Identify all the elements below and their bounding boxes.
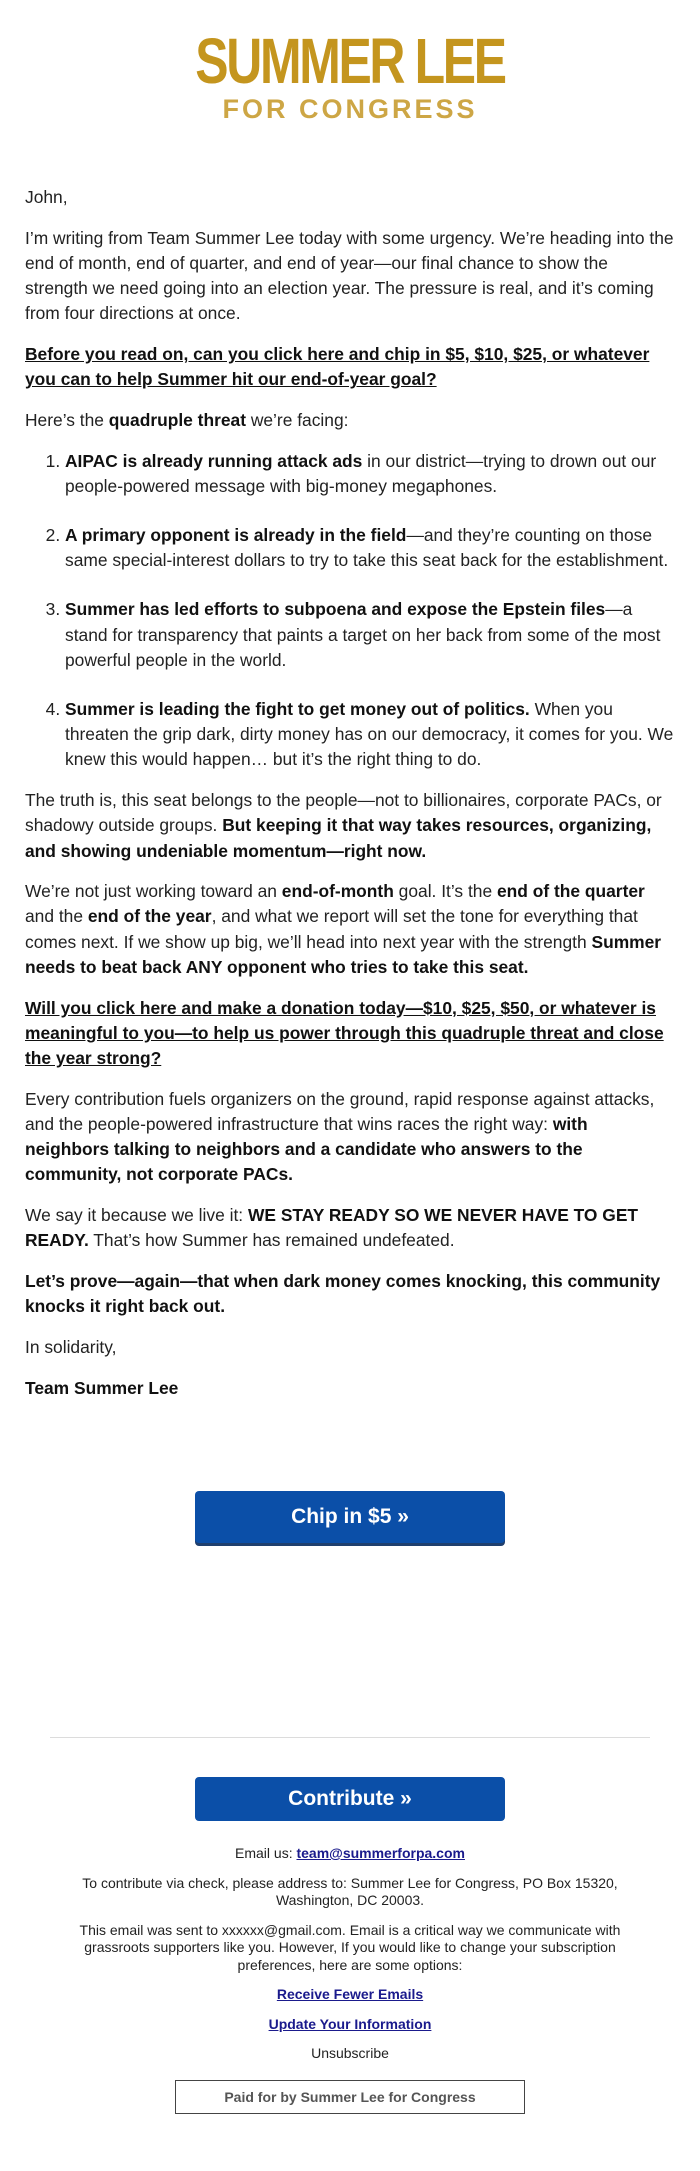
footer-check-text: To contribute via check, please address to: Summer Lee for Congress, PO Box 15320, Washington, DC 20003. <box>82 1874 618 1908</box>
chip-in-button[interactable]: Chip in $5 » <box>195 1491 505 1543</box>
intro-paragraph: I’m writing from Team Summer Lee today with some urgency. We’re heading into the end of month, end of quarter, and end of year—our final chance to show the strength we need going into an election year. The pressure is real, and it’s coming from four directions at once. <box>25 227 674 324</box>
closing: In solidarity, <box>25 1336 117 1357</box>
divider <box>50 1737 650 1738</box>
email-body <box>25 185 675 1416</box>
threat-text: in our district—trying to drown out our people-powered message with big-money megaphones. <box>65 450 657 496</box>
threat-text: When you threaten the grip dark, dirty money has on our democracy, it comes for you. We knew this would happen… but it’s the right thing to do. <box>65 699 674 770</box>
goal-text-a: We’re not just working toward an <box>25 881 282 902</box>
footer-update-info <box>60 2016 640 2034</box>
list-item <box>65 697 675 773</box>
footer-unsubscribe[interactable]: Unsubscribe <box>311 2045 389 2061</box>
threat-bold: AIPAC is already running attack ads <box>65 450 363 471</box>
threat-bold: Summer has led efforts to subpoena and expose the Epstein files <box>65 599 606 620</box>
ready-paragraph <box>25 1203 675 1253</box>
threat-bold: Summer is leading the fight to get money out of politics. <box>65 699 530 720</box>
footer-fewer-emails <box>60 1986 640 2004</box>
threat-text: —and they’re counting on those same special-interest dollars to try to take this seat back for the establishment. <box>65 525 669 571</box>
goal-text-g: , and what we report will set the tone for everything that comes next. If we show up big, we’ll head into next year with the strength <box>25 906 638 952</box>
ready-text-a: We say it because we live it: <box>25 1205 248 1225</box>
truth-bold: But keeping it that way takes resources, organizing, and showing undeniable momentum—right now. <box>25 815 652 861</box>
goal-bold-h: Summer needs to beat back ANY opponent who tries to take this seat. <box>25 931 662 977</box>
donate-link-2[interactable]: Will you click here and make a donation today—$10, $25, $50, or whatever is meaningful to you—to help us power through this quadruple threat and close the year strong? <box>25 997 664 1068</box>
logo-summer-lee: SUMMER LEE <box>195 25 505 97</box>
prove-paragraph <box>25 1269 675 1319</box>
logo <box>0 25 700 124</box>
contrib-bold: with neighbors talking to neighbors and a candidate who answers to the community, not corporate PACs. <box>25 1113 588 1185</box>
donate-link-1[interactable]: Before you read on, can you click here and chip in $5, $10, $25, or whatever you can to help Summer hit our end-of-year goal? <box>25 344 650 390</box>
goal-text-e: and the <box>25 906 88 927</box>
threat-bold: A primary opponent is already in the field <box>65 525 407 546</box>
logo-for-congress: FOR CONGRESS <box>222 94 478 124</box>
greeting: John, <box>25 187 68 207</box>
goal-bold-f: end of the year <box>87 906 212 927</box>
update-info-link[interactable]: Update Your Information <box>268 2015 432 2032</box>
signature <box>25 1376 675 1401</box>
threat-intro-text-end: we’re facing: <box>246 409 349 430</box>
ready-text-c: That’s how Summer has remained undefeated. <box>88 1230 455 1251</box>
footer-email-label: Email us: <box>235 1845 297 1861</box>
footer-email-link[interactable]: team@summerforpa.com <box>296 1845 465 1861</box>
contribute-button[interactable]: Contribute » <box>195 1777 505 1821</box>
contrib-text: Every contribution fuels organizers on the ground, rapid response against attacks, and the people-powered infrastructure that wins races the right way: <box>25 1088 655 1134</box>
threat-intro-bold: quadruple threat <box>108 409 246 430</box>
fewer-emails-link[interactable]: Receive Fewer Emails <box>276 1986 424 2002</box>
goal-bold-b: end-of-month <box>281 881 394 902</box>
threat-text: —a stand for transparency that paints a target on her back from some of the most powerful people in the world. <box>65 599 661 670</box>
threat-list <box>25 449 675 773</box>
threat-intro <box>25 408 675 433</box>
footer-email-line <box>60 1845 640 1863</box>
goal-text-c: goal. It’s the <box>393 881 497 902</box>
truth-paragraph <box>25 788 675 864</box>
list-item <box>65 449 675 499</box>
truth-text: The truth is, this seat belongs to the people—not to billionaires, corporate PACs, or shadowy outside groups. <box>25 790 662 836</box>
threat-intro-text: Here’s the <box>25 409 109 430</box>
signature-name: Team Summer Lee <box>25 1377 179 1398</box>
footer <box>60 1845 640 2075</box>
ask-paragraph-2 <box>25 996 675 1072</box>
goal-paragraph <box>25 879 675 980</box>
ask-paragraph-1 <box>25 342 675 392</box>
list-item <box>65 597 675 673</box>
footer-sent-text: This email was sent to xxxxxx@gmail.com. Email is a critical way we communicate with grassroots supporters like you. However, If you would like to change your subscription preferences, here are some options: <box>79 1921 621 1973</box>
ready-bold: WE STAY READY SO WE NEVER HAVE TO GET READY. <box>25 1205 639 1251</box>
goal-bold-d: end of the quarter <box>496 881 645 902</box>
prove-bold: Let’s prove—again—that when dark money comes knocking, this community knocks it right back out. <box>25 1270 661 1317</box>
contribution-paragraph <box>25 1087 675 1188</box>
list-item <box>65 523 675 573</box>
paid-for-disclaimer: Paid for by Summer Lee for Congress <box>175 2080 525 2114</box>
